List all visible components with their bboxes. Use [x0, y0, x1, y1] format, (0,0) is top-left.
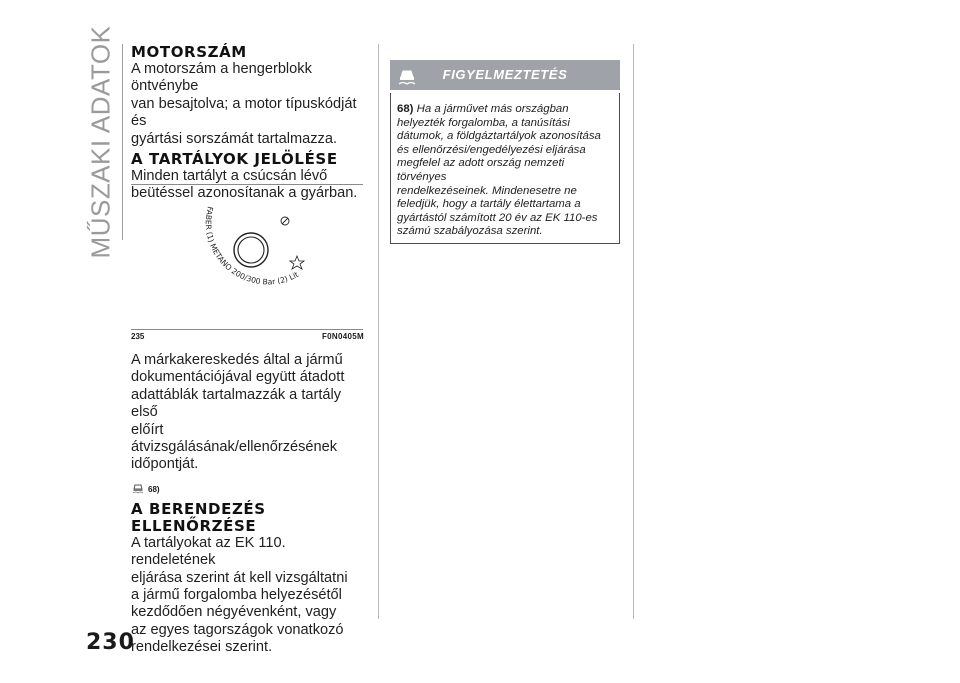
motorszam-line: van besajtolva; a motor típuskódját és [131, 95, 357, 130]
sidebar-divider [122, 44, 123, 240]
heading-berendezes: ELLENŐRZÉSE [131, 516, 257, 535]
warning-line: dátumok, a földgáztartályok azonosítása [397, 130, 601, 143]
left-column-top [131, 44, 363, 203]
tank-valve-outer-ring [234, 233, 268, 267]
warning-reference-number: 68) [148, 484, 160, 494]
warning-title: FIGYELMEZTETÉS [442, 67, 568, 82]
column-separator [378, 44, 379, 619]
figure-number: 235 [131, 332, 145, 341]
warning-body [390, 93, 620, 244]
berendezes-line: A tartályokat az EK 110. rendeletének [131, 534, 286, 569]
motorszam-line: gyártási sorszámát tartalmazza. [131, 130, 338, 147]
heading-jeloles: A TARTÁLYOK JELÖLÉSE [131, 150, 338, 169]
berendezes-line: az egyes tagországok vonatkozó [131, 621, 344, 638]
warning-reference [131, 478, 363, 494]
page-number: 230 [86, 630, 135, 655]
car-skid-warning-icon [131, 480, 145, 494]
figure-top-rule [131, 184, 363, 185]
warning-line: megfelel az adott ország nemzeti törvényes [397, 157, 565, 183]
berendezes-line: rendelkezései szerint. [131, 639, 273, 656]
figure-bottom-rule [131, 329, 363, 330]
tank-valve-inner-ring [238, 237, 264, 263]
warning-line: feledjük, hogy a tartály élettartama a [397, 198, 581, 211]
marking-star-icon [290, 256, 304, 269]
warning-line: gyártástól számított 20 év az EK 110-es [397, 211, 598, 224]
left-column-bottom [131, 352, 363, 657]
warning-line: rendelkezéseinek. Mindenesetre ne [397, 184, 577, 197]
column-separator [633, 44, 634, 619]
jeloles-line: beütéssel azonosítanak a gyárban. [131, 185, 358, 202]
markakereskedes-line: előírt átvizsgálásának/ellenőrzésének [131, 421, 338, 456]
heading-berendezes: A BERENDEZÉS [131, 499, 266, 518]
tank-marking-label: FABER (1) METANO 200/300 Bar (2) Lit [203, 205, 301, 287]
warning-header [390, 60, 620, 90]
berendezes-line: a jármű forgalomba helyezésétől [131, 587, 342, 604]
motorszam-line: A motorszám a hengerblokk öntvénybe [131, 61, 312, 95]
warning-number: 68) [397, 103, 414, 115]
tank-marking-diagram [131, 188, 363, 328]
tank-marking-figure [131, 188, 363, 328]
markakereskedes-line: A márkakereskedés által a jármű [131, 352, 343, 368]
markakereskedes-line: adattáblák tartalmazzák a tartály első [131, 386, 342, 421]
section-sidebar-title [85, 25, 116, 259]
warning-line: helyezték forgalomba, a tanúsítási [397, 116, 570, 129]
berendezes-line: eljárása szerint át kell vizsgáltatni [131, 569, 348, 586]
berendezes-line: kezdődően négyévenként, vagy [131, 604, 337, 621]
warning-line: és ellenőrzési/engedélyezési eljárása [397, 143, 586, 156]
sidebar-title-text: MŰSZAKI ADATOK [85, 25, 116, 259]
warning-box [390, 60, 620, 244]
figure-code: F0N0405M [322, 332, 364, 341]
warning-line: számú szabályozása szerint. [397, 225, 543, 238]
heading-motorszam: MOTORSZÁM [131, 43, 247, 61]
markakereskedes-line: dokumentációjával együtt átadott [131, 369, 345, 386]
jeloles-line: Minden tartályt a csúcsán lévő [131, 168, 328, 185]
warning-line: Ha a járművet más országban [416, 103, 569, 115]
markakereskedes-line: időpontját. [131, 456, 199, 473]
